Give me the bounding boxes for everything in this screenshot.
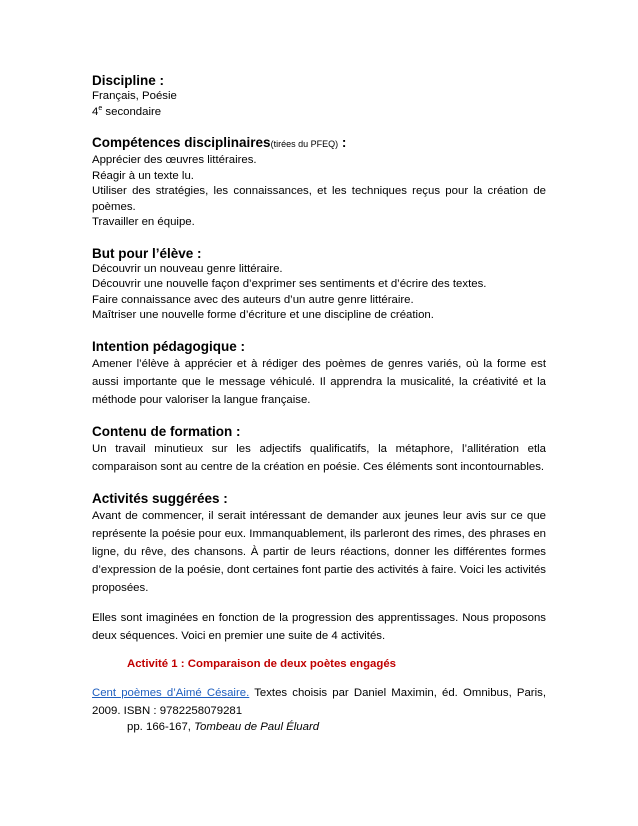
competence-item: Apprécier des œuvres littéraires. bbox=[92, 154, 257, 166]
competence-item: Travailler en équipe. bbox=[92, 216, 195, 228]
discipline-grade bbox=[92, 105, 546, 121]
competences-heading-source: (tirées du PFEQ) bbox=[270, 139, 339, 149]
competences-heading bbox=[92, 134, 546, 153]
book-title-link[interactable]: Cent poèmes d’Aimé Césaire. bbox=[92, 687, 250, 699]
contenu-text: Un travail minutieux sur les adjectifs qualificatifs, la métaphore, l’allitération etla comparaison sont au centre de la création en poésie. Ces éléments sont incontournables. bbox=[92, 442, 546, 473]
but-item: Découvrir une nouvelle façon d’exprimer ses sentiments et d’écrire des textes. bbox=[92, 278, 487, 290]
discipline-heading: Discipline : bbox=[92, 73, 165, 88]
competence-item: Réagir à un texte lu. bbox=[92, 169, 194, 182]
but-item: Faire connaissance avec des auteurs d’un autre genre littéraire. bbox=[92, 293, 414, 306]
document-page bbox=[92, 72, 546, 736]
poem-title: Tombeau de Paul Éluard bbox=[194, 721, 320, 733]
book-pages bbox=[92, 720, 546, 736]
but-heading: But pour l’élève : bbox=[92, 245, 202, 261]
intention-text: Amener l’élève à apprécier et à rédiger des poèmes de genres variés, où la forme est aussi importante que le message véhiculé. Il apprendra la musicalité, la créativité et la méthode pour valoriser la langue française. bbox=[92, 357, 546, 406]
pages-prefix: pp. 166-167, bbox=[127, 721, 195, 733]
grade-text: secondaire bbox=[102, 105, 162, 118]
activites-intro: Avant de commencer, il serait intéressant de demander aux jeunes leur avis sur ce que représente la poésie pour eux. Immanquablement, ils parleront des rimes, des phrases en ligne, du rêve, des chansons. À partir de leurs réactions, donner les différentes formes d’expression de la poésie, dont certaines font partie des activités à faire. Voici les activités proposées. bbox=[92, 509, 546, 594]
but-item: Maîtriser une nouvelle forme d’écriture et une discipline de création. bbox=[92, 309, 434, 321]
grade-number: 4 bbox=[92, 105, 99, 118]
grade-superscript: e bbox=[98, 104, 103, 112]
book-reference bbox=[92, 684, 546, 720]
discipline-subject: Français, Poésie bbox=[92, 90, 177, 102]
competences-heading-colon: : bbox=[338, 135, 347, 150]
but-item: Découvrir un nouveau genre littéraire. bbox=[92, 262, 283, 275]
competences-heading-text: Compétences disciplinaires bbox=[92, 135, 271, 150]
activites-heading: Activités suggérées : bbox=[92, 490, 228, 506]
contenu-heading: Contenu de formation : bbox=[92, 423, 241, 439]
activites-sequence: Elles sont imaginées en fonction de la progression des apprentissages. Nous proposons deux séquences. Voici en premier une suite de 4 activités. bbox=[92, 611, 546, 642]
competence-item: Utiliser des stratégies, les connaissances, et les techniques reçus pour la création de poèmes. bbox=[92, 185, 546, 213]
intention-heading: Intention pédagogique : bbox=[92, 338, 245, 354]
activity-1-title: Activité 1 : Comparaison de deux poètes engagés bbox=[127, 657, 397, 670]
book-reference-details: Textes choisis par Daniel Maximin, éd. Omnibus, Paris, 2009. ISBN : 9782258079281 bbox=[92, 687, 546, 717]
